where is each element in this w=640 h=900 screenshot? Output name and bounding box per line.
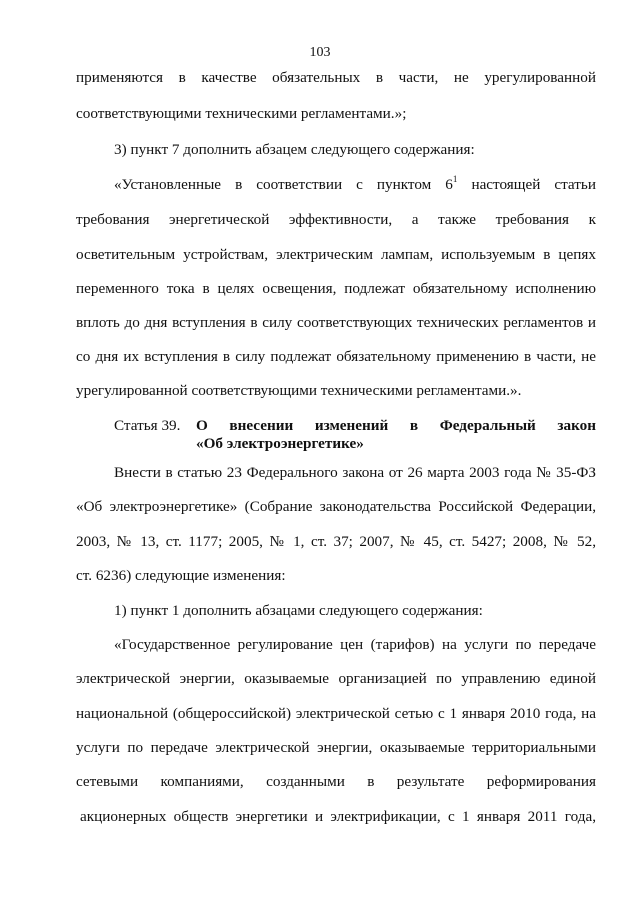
superscript: 1 bbox=[452, 174, 458, 184]
text-line: соответствующими техническими регламентами.»; bbox=[76, 105, 407, 122]
text-line: сетевыми компаниями, созданными в результате реформирования bbox=[76, 773, 596, 790]
text-line: акционерных обществ энергетики и электрификации, с 1 января 2011 года, bbox=[80, 808, 596, 825]
text-line: ст. 6236) следующие изменения: bbox=[76, 567, 286, 584]
text-line: переменного тока в целях освещения, подлежат обязательному исполнению bbox=[76, 280, 596, 297]
text-line: Внести в статью 23 Федерального закона от 26 марта 2003 года № 35-ФЗ bbox=[114, 464, 596, 481]
text-line: «Государственное регулирование цен (тарифов) на услуги по передаче bbox=[114, 636, 596, 653]
text-line: услуги по передаче электрической энергии, оказываемые территориальными bbox=[76, 739, 596, 756]
text-line: 2003, № 13, ст. 1177; 2005, № 1, ст. 37; 2007, № 45, ст. 5427; 2008, № 52, bbox=[76, 533, 596, 550]
text-line: национальной (общероссийской) электрической сетью с 1 января 2010 года, на bbox=[76, 705, 596, 722]
text-line: «Об электроэнергетике» (Собрание законодательства Российской Федерации, bbox=[76, 498, 596, 515]
text-line: электрической энергии, оказываемые организацией по управлению единой bbox=[76, 670, 596, 687]
text-span: настоящей статьи bbox=[457, 176, 596, 193]
text-line: применяются в качестве обязательных в части, не урегулированной bbox=[76, 69, 596, 86]
text-line: со дня их вступления в силу подлежат обязательному применению в части, не bbox=[76, 348, 596, 365]
text-line: урегулированной соответствующими техническими регламентами.». bbox=[76, 382, 522, 399]
text-line: 3) пункт 7 дополнить абзацем следующего содержания: bbox=[114, 141, 475, 158]
text-line bbox=[114, 175, 596, 195]
article-title: О внесении изменений в Федеральный закон bbox=[196, 417, 596, 434]
article-title: «Об электроэнергетике» bbox=[196, 435, 364, 452]
article-number: Статья 39. bbox=[114, 417, 181, 434]
text-line: 1) пункт 1 дополнить абзацами следующего содержания: bbox=[114, 602, 483, 619]
text-line: вплоть до дня вступления в силу соответствующих технических регламентов и bbox=[76, 314, 596, 331]
text-span: «Установленные в соответствии с пунктом 6 bbox=[114, 176, 453, 193]
text-line: требования энергетической эффективности, а также требования к bbox=[76, 211, 596, 228]
page-number: 103 bbox=[309, 45, 331, 60]
text-line: осветительным устройствам, электрическим лампам, используемым в цепях bbox=[76, 246, 596, 263]
